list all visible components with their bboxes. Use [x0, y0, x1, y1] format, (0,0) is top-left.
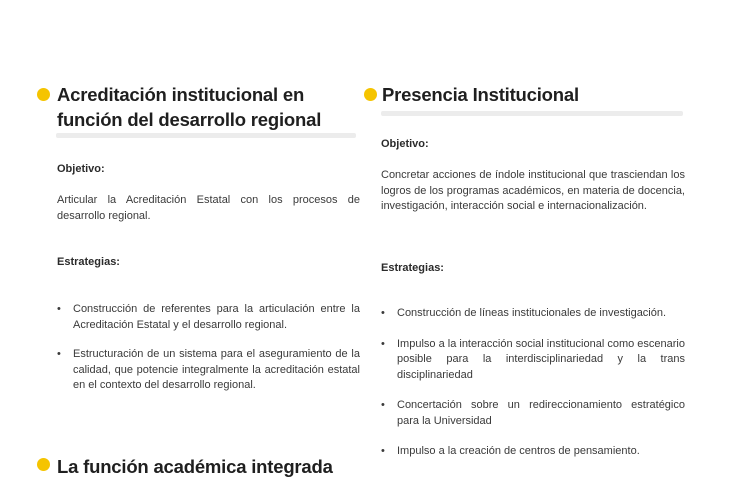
- bullet-dot-icon: [37, 88, 50, 101]
- section-title-acreditacion: Acreditación institucional en función del desarrollo regional: [57, 84, 322, 130]
- list-item: • Construcción de referentes para la articulación entre la Acreditación Estatal y el desarrollo regional.: [57, 302, 360, 333]
- objective-text: Concretar acciones de índole institucional que trasciendan los logros de los programas académicos, en materia de docencia, investigación, interacción social e internacionalización.: [381, 169, 685, 212]
- section-title-presencia: Presencia Institucional: [382, 84, 579, 105]
- list-item: • Impulso a la creación de centros de pensamiento.: [381, 444, 685, 460]
- list-item: • Impulso a la interacción social institucional como escenario posible para la interdisciplinariedad y la trans disciplinariedad: [381, 337, 685, 384]
- bullet-dot-icon: [37, 458, 50, 471]
- strategies-list: [57, 302, 360, 394]
- objective-text: Articular la Acreditación Estatal con los procesos de desarrollo regional.: [57, 194, 360, 222]
- section-title-funcion-academica: La función académica integrada: [57, 456, 333, 477]
- objective-label: Objetivo:: [57, 163, 105, 175]
- strategies-list: [381, 306, 685, 460]
- title-divider: [381, 111, 683, 116]
- list-item: • Concertación sobre un redireccionamiento estratégico para la Universidad: [381, 398, 685, 429]
- list-item: • Construcción de líneas institucionales de investigación.: [381, 306, 685, 322]
- title-divider: [56, 133, 356, 138]
- list-item: • Estructuración de un sistema para el aseguramiento de la calidad, que potencie integralmente la acreditación estatal en el contexto del desarrollo regional.: [57, 347, 360, 394]
- bullet-dot-icon: [364, 88, 377, 101]
- strategies-label: Estrategias:: [57, 256, 120, 268]
- strategies-label: Estrategias:: [381, 262, 444, 274]
- objective-label: Objetivo:: [381, 138, 429, 150]
